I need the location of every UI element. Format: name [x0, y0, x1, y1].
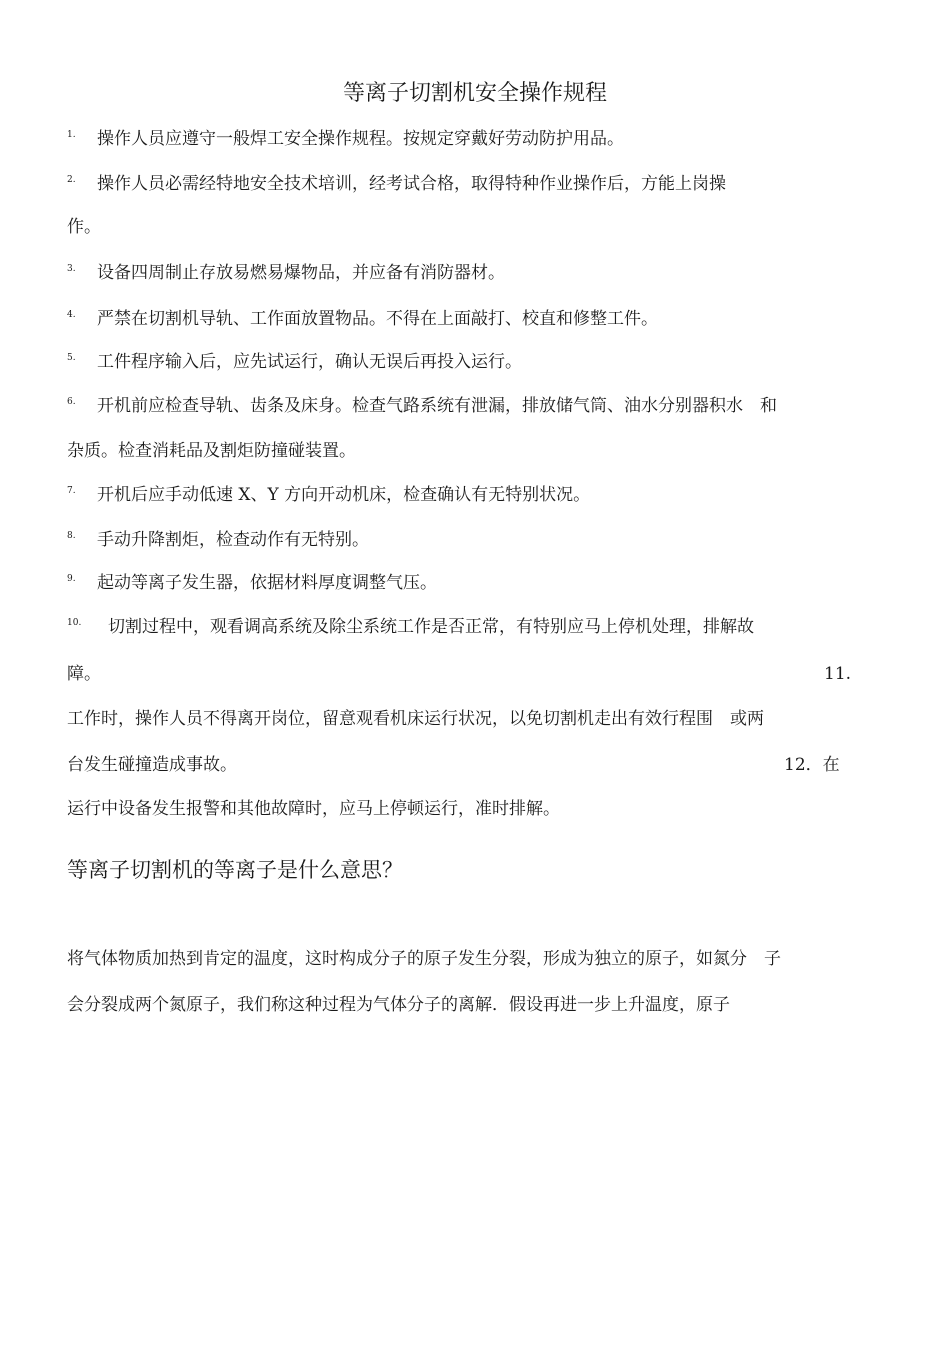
rule-text-continuation: 杂质。检查消耗品及割炬防撞碰装置。 [67, 441, 356, 461]
rule-text: 工件程序输入后，应先试运行，确认无误后再投入运行。 [97, 352, 522, 372]
rule-text: 手动升降割炬，检查动作有无特别。 [97, 530, 369, 550]
rule-text: 切割过程中，观看调高系统及除尘系统工作是否正常，有特别应马上停机处理，排解故 [108, 617, 754, 637]
rule-text: 操作人员必需经特地安全技术培训，经考试合格，取得特种作业操作后，方能上岗操 [97, 174, 726, 194]
rule-text: 工作时，操作人员不得离开岗位，留意观看机床运行状况，以免切割机走出有效行程围 或两 [67, 709, 764, 729]
section-heading: 等离子切割机的等离子是什么意思？ [67, 858, 403, 882]
paragraph-line: 将气体物质加热到肯定的温度，这时构成分子的原子发生分裂，形成为独立的原子，如氮分 子 [67, 949, 781, 969]
rule-text: 开机前应检查导轨、齿条及床身。检查气路系统有泄漏，排放储气筒、油水分别器积水 和 [97, 396, 777, 416]
rule-text: 严禁在切割机导轨、工作面放置物品。不得在上面敲打、校直和修整工件。 [97, 309, 658, 329]
rule-number: 5. [67, 353, 76, 363]
rule-text: 操作人员应遵守一般焊工安全操作规程。按规定穿戴好劳动防护用品。 [97, 129, 624, 149]
rule-number: 7. [67, 486, 76, 496]
paragraph-line: 会分裂成两个氮原子，我们称这种过程为气体分子的离解．假设再进一步上升温度，原子 [67, 995, 730, 1015]
rule-number: 10. [67, 618, 82, 628]
rule-text: 开机后应手动低速 X、Y 方向开动机床，检查确认有无特别状况。 [97, 485, 591, 505]
rule-number: 3. [67, 264, 76, 274]
rule-number: 2. [67, 175, 76, 185]
rule-number: 1. [67, 130, 76, 140]
document-title: 等离子切割机安全操作规程 [342, 81, 607, 106]
rule-text: 运行中设备发生报警和其他故障时，应马上停顿运行，准时排解。 [67, 799, 560, 819]
rule-text: 起动等离子发生器，依据材料厚度调整气压。 [97, 573, 437, 593]
rule-text-continuation: 障。 [67, 664, 101, 684]
rule-number: 6. [67, 397, 76, 407]
rule-number: 11. [824, 664, 852, 684]
rule-text-continuation: 作。 [67, 217, 101, 237]
rule-number: 9. [67, 574, 76, 584]
rule-number: 8. [67, 531, 76, 541]
rule-number: 4. [67, 310, 76, 320]
rule-text: 设备四周制止存放易燃易爆物品，并应备有消防器材。 [97, 263, 505, 283]
rule-text-continuation: 台发生碰撞造成事故。 [67, 755, 237, 775]
rule-number: 12．在 [784, 755, 840, 775]
